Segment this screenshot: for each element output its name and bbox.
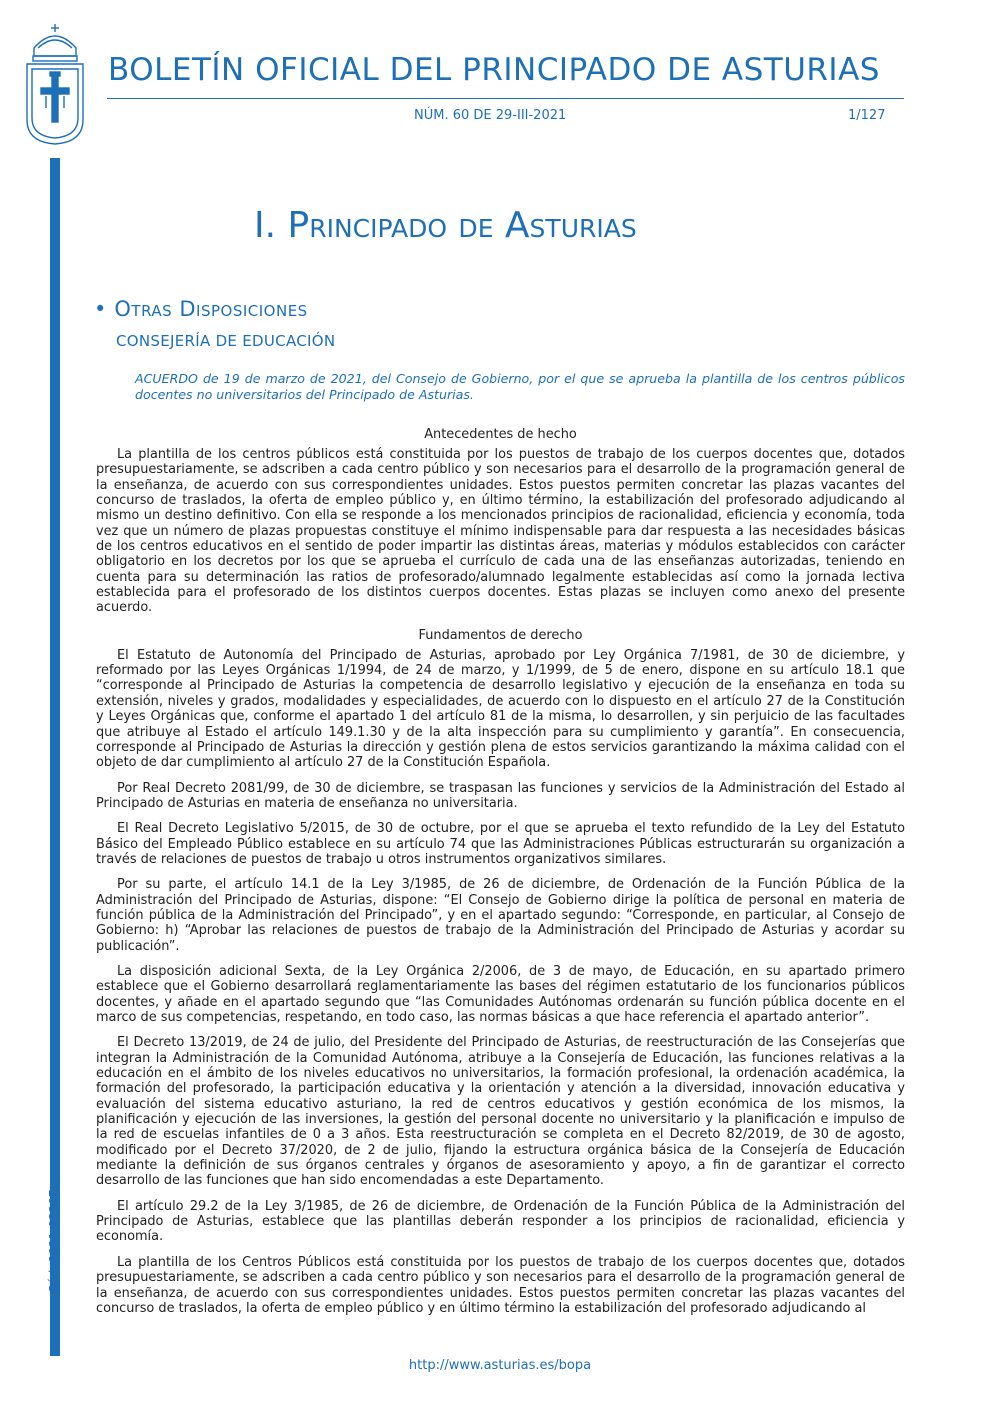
paragraph: La plantilla de los centros públicos está constituida por los puestos de trabajo de los cuerpos docentes que, dotados presupuestariamente, se adscriben a cada centro público y son necesarios para el desarrollo de la programación general de la enseñanza, de acuerdo con sus correspondientes unidades. Estos puestos permiten concretar las plazas vacantes del concurso de traslados, la oferta de empleo público y, en último término, la estabilización del profesorado adjudicando al mismo un destino definitivo. Con ella se responde a los mencionados principios de racionalidad, eficiencia y economía, toda vez que un número de plazas propuestas constituye el mínimo indispensable para dar respuesta a las necesidades básicas de los centros educativos en el sentido de poder impartir las distintas áreas, materias y módulos establecidos con carácter obligatorio en los decretos por los que se aprueba el currículo de cada una de las enseñanzas autorizadas, teniendo en cuenta para su determinación las ratios de profesorado/alumnado legalmente establecidas así como la jornada lectiva establecida para el profesorado de los distintos cuerpos docentes. Estas plazas se incluyen como anexo del presente acuerdo. (96, 447, 905, 616)
document-code: Cód. 2021-03207 (47, 1189, 61, 1295)
header-divider (107, 98, 904, 99)
paragraph: Por Real Decreto 2081/99, de 30 de diciembre, se traspasan las funciones y servicios de la Administración del Estado al Principado de Asturias en materia de enseñanza no universitaria. (96, 780, 905, 811)
page-number: 1/127 (848, 108, 886, 123)
bullet-icon: • (94, 297, 107, 321)
agreement-summary: ACUERDO de 19 de marzo de 2021, del Consejo de Gobierno, por el que se aprueba la plantilla de los centros públicos docentes no universitarios del Principado de Asturias. (135, 371, 905, 402)
paragraph: La plantilla de los Centros Públicos está constituida por los puestos de trabajo de los cuerpos docentes que, dotados presupuestariamente, se adscriben a cada centro público y son necesarios para el desarrollo de la programación general de la enseñanza, de acuerdo con sus correspondientes unidades. Estos puestos permiten concretar las plazas vacantes del concurso de traslados, la oferta de empleo público y en último término la estabilización del profesorado adjudicando al (96, 1254, 905, 1316)
section-title: I. Principado de Asturias (254, 205, 637, 246)
paragraph: Por su parte, el artículo 14.1 de la Ley 3/1985, de 26 de diciembre, de Ordenación de la Función Pública de la Administración del Principado de Asturias, dispone: “El Consejo de Gobierno dirige la política de personal en materia de función pública de la Administración del Principado”, y en el apartado segundo: “Corresponde, en particular, al Consejo de Gobierno: h) “Aprobar las relaciones de puestos de trabajo de la Administración del Principado de Asturias y acordar su publicación”. (96, 877, 905, 954)
paragraph: El artículo 29.2 de la Ley 3/1985, de 26 de diciembre, de Ordenación de la Función Pública de la Administración del Principado de Asturias, establece que las plantillas deberán responder a los principios de racionalidad, eficiencia y economía. (96, 1198, 905, 1245)
heading-fundamentos: Fundamentos de derecho (418, 627, 583, 643)
paragraph: El Decreto 13/2019, de 24 de julio, del Presidente del Principado de Asturias, de reestructuración de las Consejerías que integran la Administración de la Comunidad Autónoma, atribuye a la Consejería de Educación, las funciones relativas a la educación en el ámbito de los niveles educativos no universitarios, la formación profesional, la ordenación académica, la formación del profesorado, la participación educativa y la orientación y atención a la diversidad, innovación educativa y evaluación del sistema educativo asturiano, la red de centros educativos y gestión económica de los mismos, la planificación y ejecución de las inversiones, la gestión del personal docente no universitario y la planificación e impulso de la red de escuelas infantiles de 0 a 3 años. Esta reestructuración se completa en el Decreto 82/2019, de 30 de agosto, modificado por el Decreto 37/2020, de 2 de julio, fijando la estructura orgánica básica de la Consejería de Educación mediante la definición de sus órganos centrales y órganos de asesoramiento y apoyo, a fin de garantizar el correcto desarrollo de las funciones que han sido encomendadas a este Departamento. (96, 1035, 905, 1189)
document-body (96, 427, 905, 1326)
department-name: CONSEJERÍA DE EDUCACIÓN (116, 332, 336, 350)
issue-number: NÚM. 60 DE 29-III-2021 (414, 108, 567, 123)
footer-link[interactable]: http://www.asturias.es/bopa (408, 1358, 592, 1373)
paragraph: La disposición adicional Sexta, de la Ley Orgánica 2/2006, de 3 de mayo, de Educación, en su apartado primero establece que el Gobierno desarrollará reglamentariamente las bases del régimen estatutario de los funcionarios públicos docentes, y añade en el apartado segundo que “las Comunidades Autónomas ordenarán su función pública docente en el marco de sus competencias, respetando, en todo caso, las normas básicas a que hace referencia el apartado anterior”. (96, 963, 905, 1025)
paragraph: El Estatuto de Autonomía del Principado de Asturias, aprobado por Ley Orgánica 7/1981, de 30 de diciembre, y reformado por las Leyes Orgánicas 1/1994, de 24 de marzo, y 1/1999, de 5 de enero, dispone en su artículo 18.1 que “corresponde al Principado de Asturias la competencia de desarrollo legislativo y ejecución de la enseñanza en toda su extensión, niveles y grados, modalidades y especialidades, de acuerdo con lo dispuesto en el artículo 27 de la Constitución y Leyes Orgánicas que, conforme el apartado 1 del artículo 81 de la misma, lo desarrollen, y sin perjuicio de las facultades que atribuye al Estado el artículo 149.1.30 y de la alta inspección para su cumplimiento y garantía”. En consecuencia, corresponde al Principado de Asturias la dirección y gestión plena de estos servicios garantizando la máxima calidad con el objeto de dar cumplimiento al artículo 27 de la Constitución Española. (96, 647, 905, 771)
paragraph: El Real Decreto Legislativo 5/2015, de 30 de octubre, por el que se aprueba el texto refundido de la Ley del Estatuto Básico del Empleado Público establece en su artículo 74 que las Administraciones Públicas estructurarán su organización a través de relaciones de puestos de trabajo u otros instrumentos organizativos similares. (96, 821, 905, 867)
side-bar (50, 158, 60, 1356)
subsection-heading (94, 297, 308, 321)
heading-antecedentes: Antecedentes de hecho (424, 427, 577, 442)
bulletin-title: BOLETÍN OFICIAL DEL PRINCIPADO DE ASTURIAS (108, 52, 880, 88)
asturias-crest-icon (24, 22, 86, 146)
subsection-label: Otras Disposiciones (114, 297, 308, 321)
